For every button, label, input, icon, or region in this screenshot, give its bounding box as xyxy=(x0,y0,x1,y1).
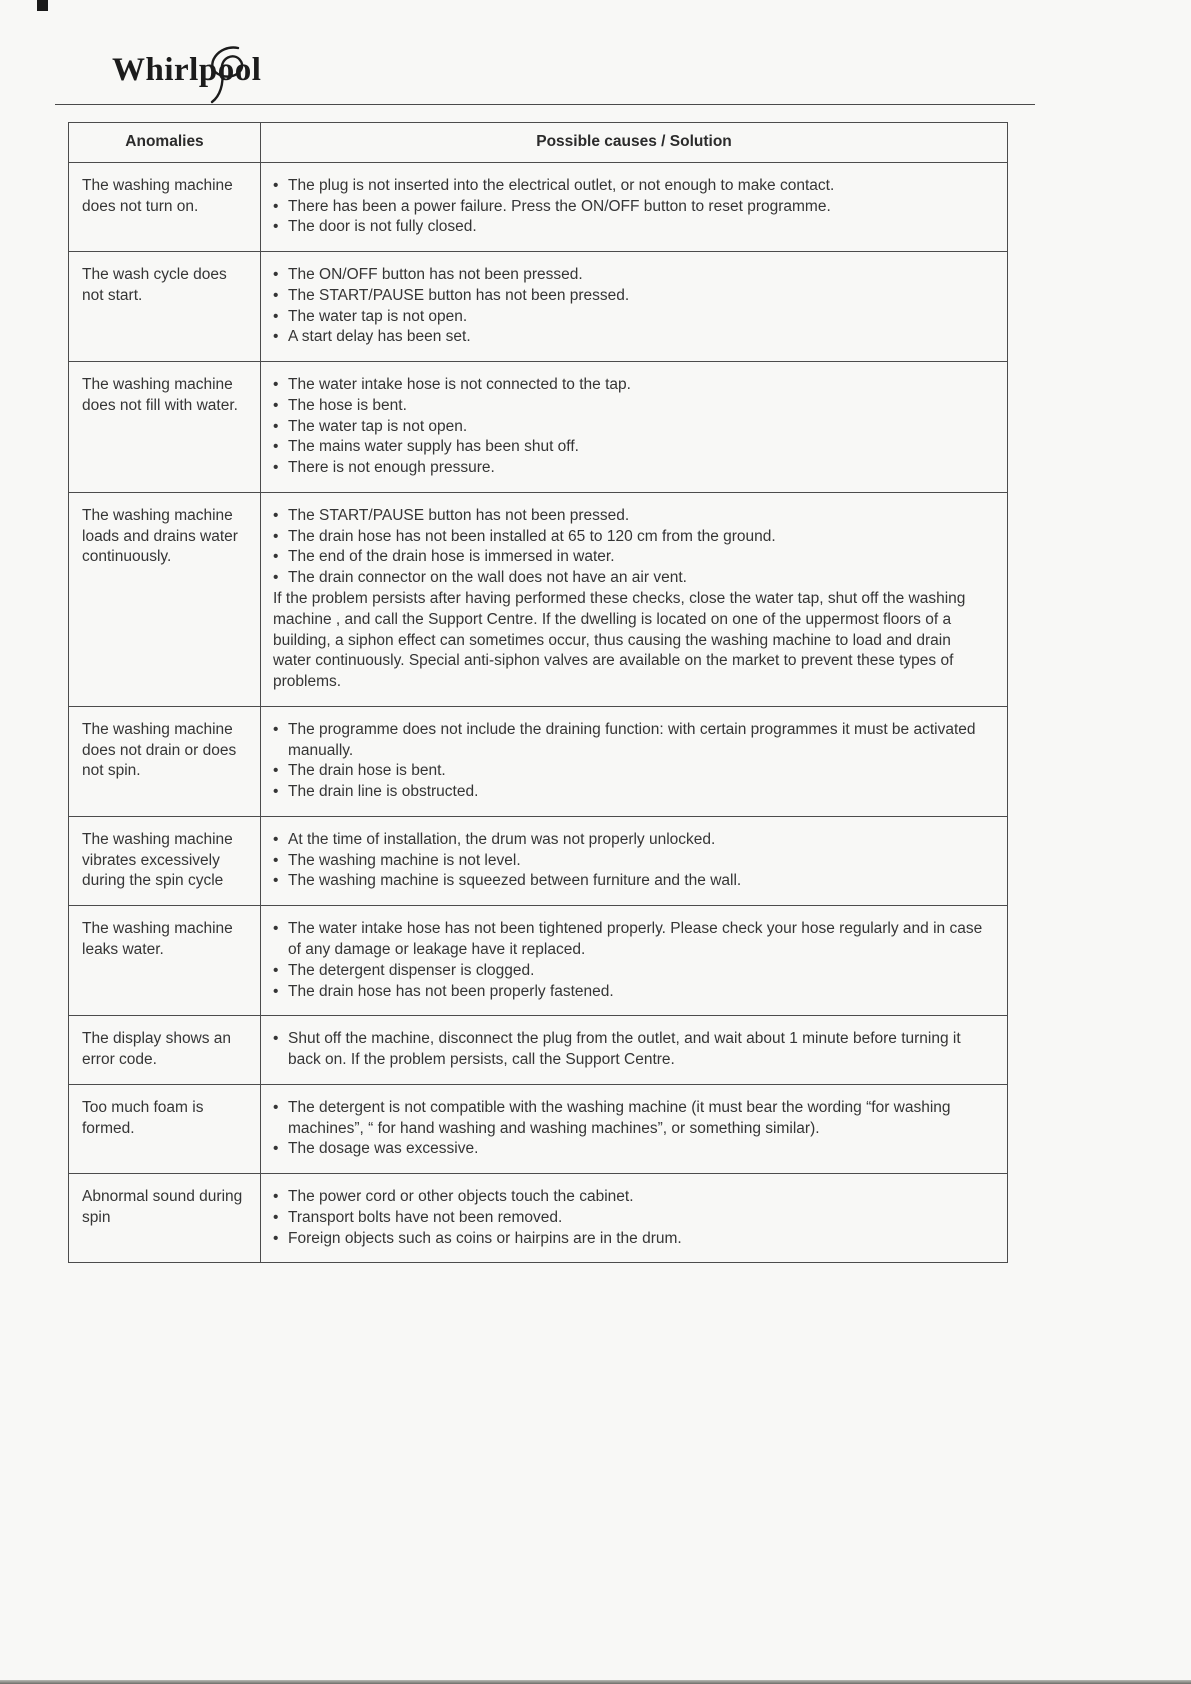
anomaly-cell: The washing machine vibrates excessively during the spin cycle xyxy=(69,816,261,905)
bullet-icon: • xyxy=(273,1208,279,1226)
bullet-icon: • xyxy=(273,376,279,394)
cause-text: The power cord or other objects touch the cabinet. xyxy=(288,1188,634,1206)
causes-cell xyxy=(261,816,1008,905)
bullet-icon: • xyxy=(273,961,279,979)
note-text: If the problem persists after having performed these checks, close the water tap, shut off the washing machine , and call the Support Centre. If the dwelling is located on one of the uppermost floors of a building, a siphon effect can sometimes occur, thus causing the washing machine to load and drain water continuously. Special anti-siphon valves are available on the market to prevent these types of problems. xyxy=(273,590,966,691)
anomaly-cell: The wash cycle does not start. xyxy=(69,252,261,362)
cause-text: The programme does not include the draining function: with certain programmes it must be activated manually. xyxy=(288,720,976,759)
table-row xyxy=(69,906,1008,1016)
cause-text: The water intake hose has not been tightened properly. Please check your hose regularly and in case of any damage or leakage have it replaced. xyxy=(288,920,983,958)
cause-item xyxy=(273,1208,993,1229)
cause-item xyxy=(273,396,993,417)
cause-item xyxy=(273,568,993,589)
cause-item xyxy=(273,286,993,307)
whirlpool-logo xyxy=(112,52,261,98)
cause-item xyxy=(273,197,993,218)
cause-text: The door is not fully closed. xyxy=(288,218,477,236)
scan-artifact xyxy=(37,0,48,11)
bullet-icon: • xyxy=(273,783,279,801)
cause-text: The drain hose is bent. xyxy=(288,762,446,780)
table-row xyxy=(69,162,1008,251)
bullet-icon: • xyxy=(273,438,279,456)
table-row xyxy=(69,1084,1008,1173)
cause-text: Shut off the machine, disconnect the plug from the outlet, and wait about 1 minute before turning it back on. If the problem persists, call the Support Centre. xyxy=(288,1030,961,1069)
cause-item xyxy=(273,1229,993,1250)
bullet-icon: • xyxy=(273,417,279,435)
scan-edge-artifact xyxy=(0,1680,1191,1684)
cause-item xyxy=(273,1139,993,1160)
cause-item xyxy=(273,1187,993,1208)
table-row xyxy=(69,1016,1008,1085)
cause-text: A start delay has been set. xyxy=(288,328,471,346)
header-divider xyxy=(55,104,1035,105)
cause-text: At the time of installation, the drum was not properly unlocked. xyxy=(288,830,716,848)
cause-item xyxy=(273,761,993,782)
bullet-icon: • xyxy=(273,982,279,1000)
cause-item xyxy=(273,547,993,568)
anomaly-cell: The display shows an error code. xyxy=(69,1016,261,1085)
brand-text: Whirlpool xyxy=(112,52,262,88)
bullet-icon: • xyxy=(273,830,279,848)
anomaly-cell: Abnormal sound during spin xyxy=(69,1174,261,1263)
cause-text: There is not enough pressure. xyxy=(288,459,495,477)
bullet-icon: • xyxy=(273,920,279,938)
cause-text: The drain hose has not been installed at 65 to 120 cm from the ground. xyxy=(288,527,776,545)
cause-item xyxy=(273,527,993,548)
causes-cell xyxy=(261,1174,1008,1263)
causes-cell xyxy=(261,706,1008,816)
cause-text: The detergent is not compatible with the washing machine (it must bear the wording “for washing machines”, “ for hand washing and washing machines”, or something similar). xyxy=(288,1098,951,1137)
cause-item xyxy=(273,307,993,328)
troubleshooting-table xyxy=(68,122,1008,1263)
anomaly-cell: The washing machine loads and drains water continuously. xyxy=(69,492,261,706)
cause-item xyxy=(273,1029,993,1071)
cause-text: The hose is bent. xyxy=(288,396,407,414)
cause-item xyxy=(273,982,993,1003)
table-row xyxy=(69,816,1008,905)
cause-text: The water tap is not open. xyxy=(288,417,468,435)
bullet-icon: • xyxy=(273,328,279,346)
cause-item xyxy=(273,1098,993,1140)
table-header-anomalies: Anomalies xyxy=(69,123,261,163)
table-row xyxy=(69,362,1008,493)
cause-item xyxy=(273,375,993,396)
cause-text: The drain line is obstructed. xyxy=(288,783,479,801)
bullet-icon: • xyxy=(273,266,279,284)
bullet-icon: • xyxy=(273,762,279,780)
cause-text: The washing machine is not level. xyxy=(288,851,521,869)
bullet-icon: • xyxy=(273,1140,279,1158)
table-row xyxy=(69,706,1008,816)
cause-text: There has been a power failure. Press the ON/OFF button to reset programme. xyxy=(288,197,831,215)
table-row xyxy=(69,252,1008,362)
bullet-icon: • xyxy=(273,1188,279,1206)
cause-item xyxy=(273,720,993,762)
cause-item xyxy=(273,871,993,892)
causes-cell xyxy=(261,362,1008,493)
bullet-icon: • xyxy=(273,506,279,524)
table-header-causes: Possible causes / Solution xyxy=(261,123,1008,163)
cause-text: The START/PAUSE button has not been pressed. xyxy=(288,286,630,304)
bullet-icon: • xyxy=(273,396,279,414)
troubleshooting-section xyxy=(68,122,1008,1263)
bullet-icon: • xyxy=(273,307,279,325)
cause-text: The washing machine is squeezed between furniture and the wall. xyxy=(288,872,742,890)
bullet-icon: • xyxy=(273,197,279,215)
table-row xyxy=(69,492,1008,706)
bullet-icon: • xyxy=(273,1030,279,1048)
bullet-icon: • xyxy=(273,218,279,236)
anomaly-cell: Too much foam is formed. xyxy=(69,1084,261,1173)
bullet-icon: • xyxy=(273,527,279,545)
table-header-row xyxy=(69,123,1008,163)
cause-text: The detergent dispenser is clogged. xyxy=(288,961,535,979)
cause-item xyxy=(273,506,993,527)
cause-text: The drain hose has not been properly fastened. xyxy=(288,982,614,1000)
table-row xyxy=(69,1174,1008,1263)
cause-item xyxy=(273,437,993,458)
cause-text: The water intake hose is not connected to the tap. xyxy=(288,376,631,394)
cause-item xyxy=(273,327,993,348)
causes-cell xyxy=(261,1016,1008,1085)
causes-cell xyxy=(261,1084,1008,1173)
bullet-icon: • xyxy=(273,176,279,194)
causes-cell xyxy=(261,906,1008,1016)
anomaly-cell: The washing machine does not turn on. xyxy=(69,162,261,251)
cause-text: The plug is not inserted into the electrical outlet, or not enough to make contact. xyxy=(288,176,835,194)
cause-item xyxy=(273,919,993,961)
anomaly-cell: The washing machine does not drain or does not spin. xyxy=(69,706,261,816)
cause-item xyxy=(273,265,993,286)
bullet-icon: • xyxy=(273,1229,279,1247)
cause-text: Foreign objects such as coins or hairpins are in the drum. xyxy=(288,1229,682,1247)
cause-text: The drain connector on the wall does not have an air vent. xyxy=(288,569,687,587)
bullet-icon: • xyxy=(273,851,279,869)
cause-item xyxy=(273,851,993,872)
cause-item xyxy=(273,417,993,438)
cause-text: The START/PAUSE button has not been pressed. xyxy=(288,506,630,524)
cause-text: Transport bolts have not been removed. xyxy=(288,1208,563,1226)
cause-text: The water tap is not open. xyxy=(288,307,468,325)
cause-item xyxy=(273,217,993,238)
bullet-icon: • xyxy=(273,1098,279,1116)
cause-text: The ON/OFF button has not been pressed. xyxy=(288,266,583,284)
bullet-icon: • xyxy=(273,872,279,890)
bullet-icon: • xyxy=(273,569,279,587)
anomaly-cell: The washing machine leaks water. xyxy=(69,906,261,1016)
bullet-icon: • xyxy=(273,720,279,738)
cause-item xyxy=(273,782,993,803)
causes-cell xyxy=(261,492,1008,706)
anomaly-cell: The washing machine does not fill with water. xyxy=(69,362,261,493)
cause-item xyxy=(273,961,993,982)
cause-item xyxy=(273,176,993,197)
cause-text: The mains water supply has been shut off. xyxy=(288,438,579,456)
causes-cell xyxy=(261,162,1008,251)
troubleshooting-table-body xyxy=(69,162,1008,1263)
cause-text: The end of the drain hose is immersed in water. xyxy=(288,548,615,566)
cause-text: The dosage was excessive. xyxy=(288,1140,479,1158)
cause-item xyxy=(273,458,993,479)
bullet-icon: • xyxy=(273,548,279,566)
cause-item xyxy=(273,830,993,851)
causes-cell xyxy=(261,252,1008,362)
bullet-icon: • xyxy=(273,459,279,477)
bullet-icon: • xyxy=(273,286,279,304)
